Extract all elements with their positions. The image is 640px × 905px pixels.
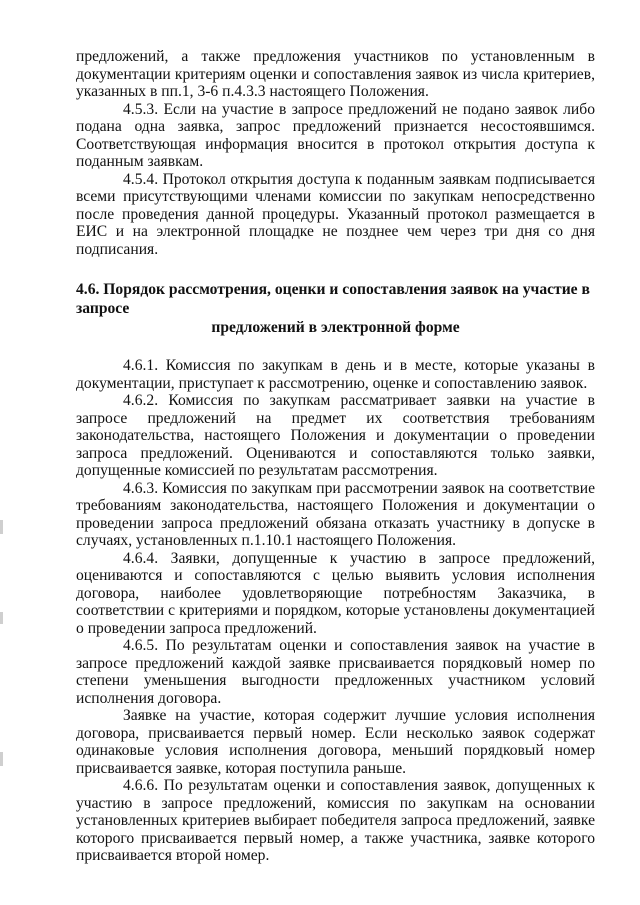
paragraph-4-6-6: 4.6.6. По результатам оценки и сопоставления заявок, допущенных к участию в запросе предложений, комиссия по закупкам на основании установленных критериев выбирает победителя запроса предложений, заявке которого присваивается первый номер, а также участника, заявке которого присваивается второй номер.: [76, 777, 595, 864]
scan-edge-mark: [0, 520, 3, 534]
paragraph-4-6-3: 4.6.3. Комиссия по закупкам при рассмотрении заявок на соответствие требованиям законодательства, настоящего Положения и документации о проведении запроса предложений обязана отказать участнику в допуске в случаях, установленных п.1.10.1 настоящего Положения.: [76, 479, 595, 549]
section-heading-line2: предложений в электронной форме: [211, 319, 460, 336]
scan-edge-mark: [0, 752, 3, 766]
paragraph-4-6-1: 4.6.1. Комиссия по закупкам в день и в месте, которые указаны в документации, приступает к рассмотрению, оценке и сопоставлению заявок.: [76, 357, 595, 392]
section-heading-line1: 4.6. Порядок рассмотрения, оценки и сопоставления заявок на участие в запросе: [76, 281, 590, 317]
document-page: [76, 48, 595, 865]
paragraph-4-6-5: 4.6.5. По результатам оценки и сопоставления заявок на участие в запросе предложений каждой заявке присваивается порядковый номер по степени уменьшения выгодности предложенных участником условий исполнения договора.: [76, 637, 595, 707]
section-heading-4-6: [76, 280, 595, 337]
paragraph-4-6-4: 4.6.4. Заявки, допущенные к участию в запросе предложений, оцениваются и сопоставляются с целью выявить условия исполнения договора, наиболее удовлетворяющие потребностям Заказчика, в соответствии с критериями и порядком, которые установлены документацией о проведении запроса предложений.: [76, 549, 595, 637]
paragraph-4-5-3: 4.5.3. Если на участие в запросе предложений не подано заявок либо подана одна заявка, запрос предложений признается несостоявшимся. Соответствующая информация вносится в протокол открытия доступа к поданным заявкам.: [76, 100, 595, 170]
paragraph-ranking-rule: Заявке на участие, которая содержит лучшие условия исполнения договора, присваивается первый номер. Если несколько заявок содержат одинаковые условия исполнения договора, меньший порядковый номер присваивается заявке, которая поступила раньше.: [76, 707, 595, 777]
paragraph-continuation: предложений, а также предложения участников по установленным в документации критериям оценки и сопоставления заявок из числа критериев, указанных в пп.1, 3-6 п.4.3.3 настоящего Положения.: [76, 48, 595, 100]
scan-edge-mark: [0, 612, 3, 624]
paragraph-4-6-2: 4.6.2. Комиссия по закупкам рассматривает заявки на участие в запросе предложений на предмет их соответствия требованиям законодательства, настоящего Положения и документации о проведении запроса предложений. Оцениваются и сопоставляются только заявки, допущенные комиссией по результатам рассмотрения.: [76, 392, 595, 479]
paragraph-4-5-4: 4.5.4. Протокол открытия доступа к поданным заявкам подписывается всеми присутствующими членами комиссии по закупкам непосредственно после проведения данной процедуры. Указанный протокол размещается в ЕИС и на электронной площадке не позднее чем через три дня со дня подписания.: [76, 170, 595, 258]
